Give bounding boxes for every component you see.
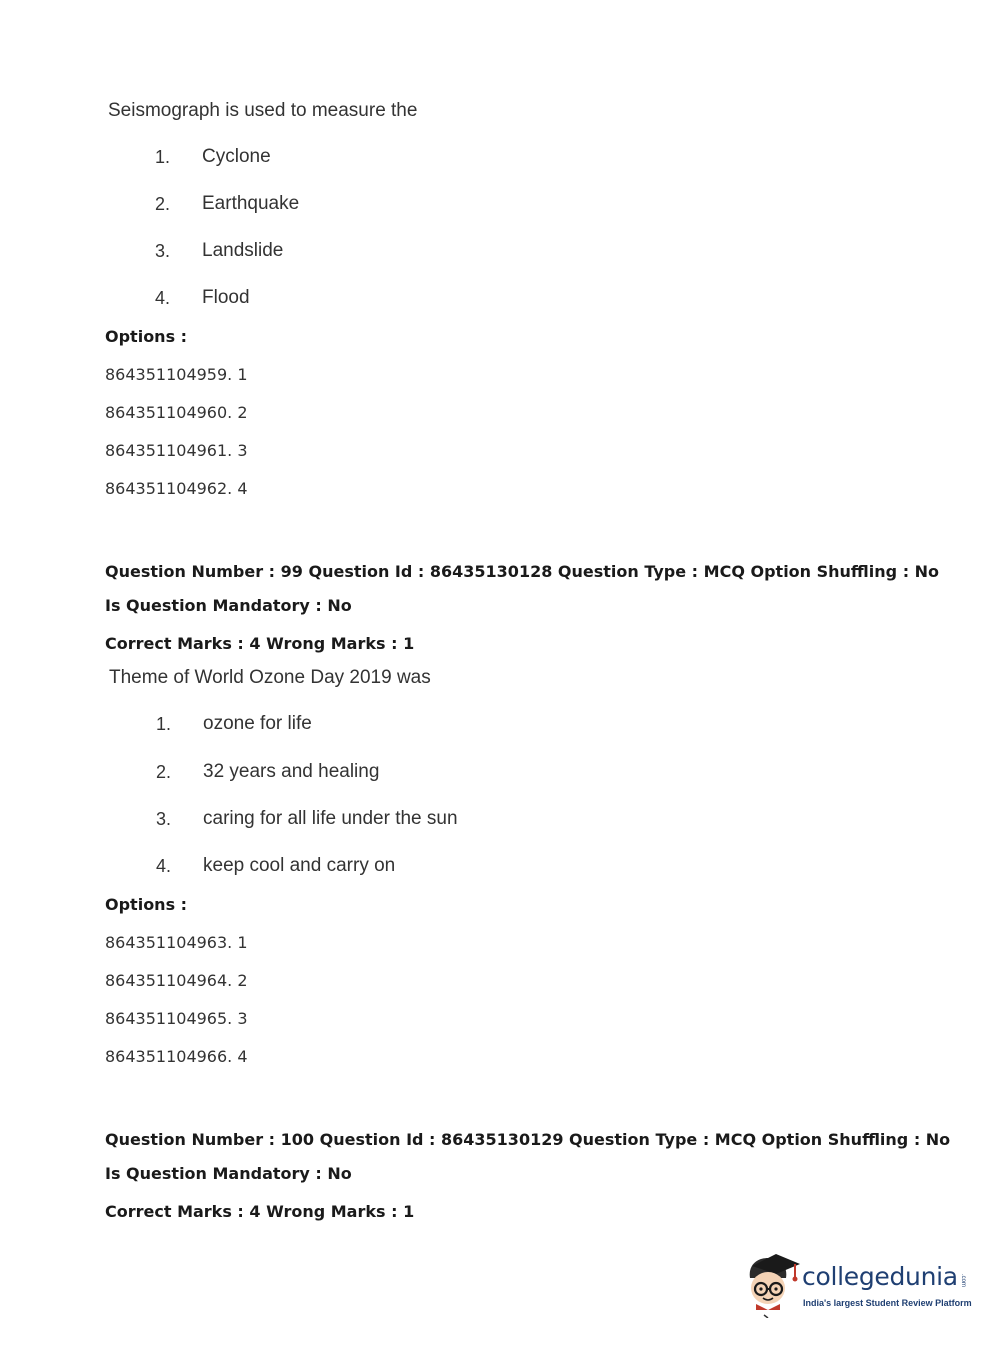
question-2-choice-1-number: 1. [156,714,172,734]
logo-wordmark: collegedunia [802,1262,958,1291]
question-1-option-id-2: 864351104960. 2 [105,403,248,422]
question-1-option-id-3: 864351104961. 3 [105,441,248,460]
question-2-choice-1-text: ozone for life [203,713,312,734]
logo-tagline: India's largest Student Review Platform [803,1298,972,1308]
collegedunia-logo[interactable] [742,1252,972,1322]
question-1-choice-3-number: 3. [155,241,171,261]
question-1-option-id-4: 864351104962. 4 [105,479,248,498]
question-2-option-id-1: 864351104963. 1 [105,933,248,952]
question-3-marks: Correct Marks : 4 Wrong Marks : 1 [105,1202,415,1221]
question-2-options-label: Options : [105,895,188,914]
question-1-choice-1-text: Cyclone [202,146,271,167]
question-2-choice-2-text: 32 years and healing [203,761,380,782]
question-1-choice-2-text: Earthquake [202,193,300,214]
question-3-mandatory: Is Question Mandatory : No [105,1164,352,1183]
question-2-choice-3-number: 3. [156,809,172,829]
question-1-text: Seismograph is used to measure the [108,100,418,121]
question-2-choice-4-number: 4. [156,856,172,876]
question-2-mandatory: Is Question Mandatory : No [105,596,352,615]
question-1-choice-3-text: Landslide [202,240,284,261]
question-1-option-id-1: 864351104959. 1 [105,365,248,384]
question-2-option-id-3: 864351104965. 3 [105,1009,248,1028]
question-2-option-id-4: 864351104966. 4 [105,1047,248,1066]
question-2-choice-2-number: 2. [156,762,172,782]
question-2-marks: Correct Marks : 4 Wrong Marks : 1 [105,634,415,653]
question-2-choice-3-text: caring for all life under the sun [203,808,458,829]
question-1-choice-4-text: Flood [202,287,250,308]
question-2-option-id-2: 864351104964. 2 [105,971,248,990]
graduate-mascot-icon [742,1252,802,1318]
question-2-header: Question Number : 99 Question Id : 86435130128 Question Type : MCQ Option Shuffling : No [105,562,940,581]
question-1-choice-1-number: 1. [155,147,171,167]
logo-domain-suffix: .com [960,1274,966,1288]
question-1-choice-2-number: 2. [155,194,171,214]
question-1-choice-4-number: 4. [155,288,171,308]
question-3-header: Question Number : 100 Question Id : 86435130129 Question Type : MCQ Option Shuffling : No [105,1130,951,1149]
question-1-options-label: Options : [105,327,188,346]
question-2-choice-4-text: keep cool and carry on [203,855,396,876]
question-2-text: Theme of World Ozone Day 2019 was [109,667,431,688]
